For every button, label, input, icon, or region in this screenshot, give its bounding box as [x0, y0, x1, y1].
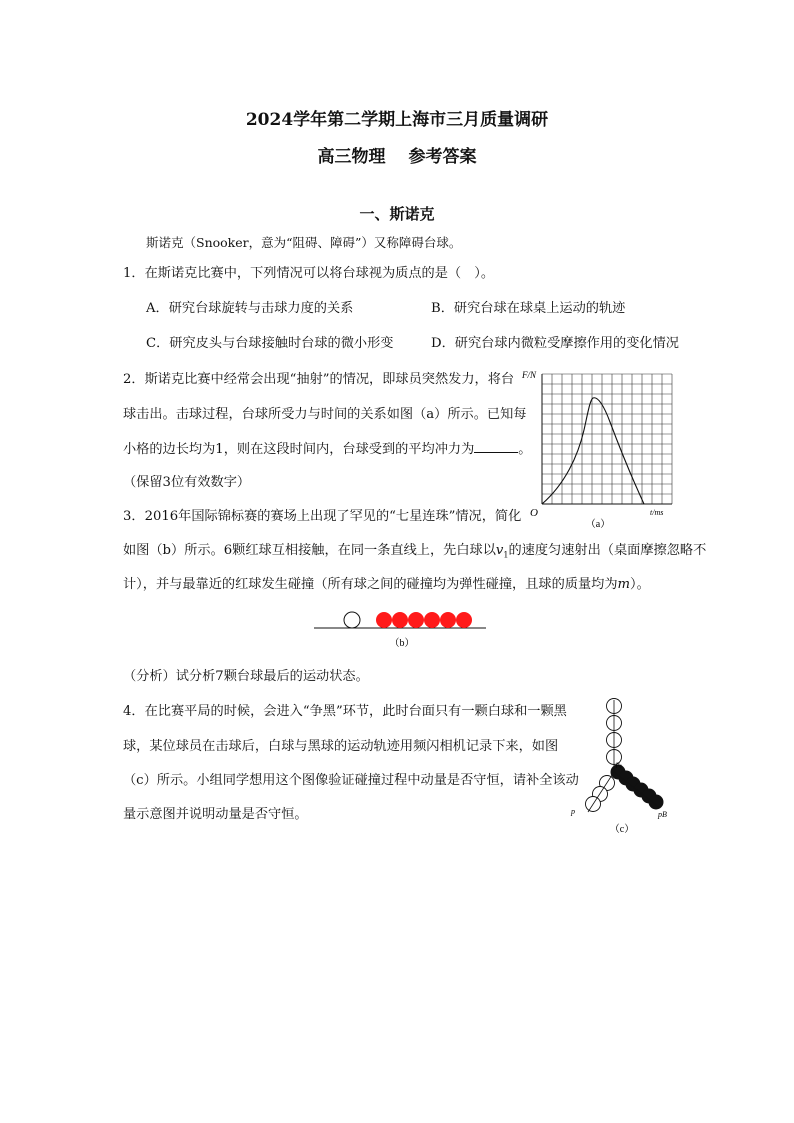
q3-line3-end: ）。: [630, 577, 650, 592]
intro-text: 斯诺克（Snooker，意为“阻碍、障碍”）又称障碍台球。: [146, 235, 462, 250]
page-subtitle: 高三物理 参考答案: [317, 147, 477, 167]
q4-line3: （c）所示。小组同学想用这个图像验证碰撞过程中动量是否守恒，请补全该动: [123, 773, 579, 788]
y-axis-label: F/N: [522, 370, 537, 380]
figure-c-strobe-trajectories: [560, 690, 680, 840]
figure-c-caption: （c）: [609, 824, 635, 835]
page-title: 2024学年第二学期上海市三月质量调研: [245, 110, 549, 130]
velocity-subscript: 1: [503, 550, 509, 560]
q3-line2-end: 的速度匀速射出（桌面摩擦忽略不: [508, 543, 707, 558]
figure-a-caption: （a）: [585, 519, 611, 530]
label-pb: pB: [658, 810, 667, 819]
red-ball: [408, 612, 424, 628]
q2-line1: 2．斯诺克比赛中经常会出现“抽射”的情况，即球员突然发力，将台: [123, 372, 515, 387]
q1-stem: 1．在斯诺克比赛中，下列情况可以将台球视为质点的是（ ）。: [123, 266, 495, 281]
q1-option-c: C．研究皮头与台球接触时台球的微小形变: [146, 336, 394, 351]
red-balls: [376, 612, 472, 628]
red-ball: [392, 612, 408, 628]
red-ball: [424, 612, 440, 628]
figure-b-caption: （b）: [389, 638, 415, 649]
grid: [542, 374, 672, 504]
velocity-symbol: v: [495, 543, 504, 558]
q2-line3-end: 。: [518, 442, 532, 457]
figure-a-force-time-graph: [520, 366, 676, 532]
white-ball: [344, 612, 360, 628]
q3-line1: 3．2016年国际锦标赛的赛场上出现了罕见的“七星连珠”情况，简化: [123, 509, 522, 524]
q1-option-b: B．研究台球在球桌上运动的轨迹: [431, 301, 626, 316]
q4-line2: 球，某位球员在击球后，白球与黑球的运动轨迹用频闪相机记录下来，如图: [123, 739, 559, 754]
q1-option-a: A．研究台球旋转与击球力度的关系: [146, 301, 354, 316]
q2-line4: （保留3位有效数字）: [123, 475, 251, 490]
figure-b-seven-balls: [310, 606, 490, 652]
q2-line3: [123, 440, 531, 459]
label-p: p: [571, 807, 575, 816]
q2-line2: 球击出。击球过程，台球所受力与时间的关系如图（a）所示。已知每: [123, 407, 527, 422]
red-ball: [440, 612, 456, 628]
q3-line3: [123, 576, 650, 594]
q4-line1: 4．在比赛平局的时候，会进入“争黑”环节，此时台面只有一颗白球和一颗黑: [123, 704, 567, 719]
x-axis-label: t/ms: [650, 508, 664, 517]
origin-label: O: [530, 507, 538, 519]
analysis-prompt: （分析）试分析7颗台球最后的运动状态。: [123, 669, 369, 684]
q2-line3-text: 小格的边长均为1，则在这段时间内，台球受到的平均冲力为: [123, 442, 475, 457]
label-p0: p₀: [616, 760, 622, 768]
section-heading: 一、斯诺克: [359, 205, 435, 223]
black-ball-track: [611, 765, 664, 810]
q1-option-d: D．研究台球内微粒受摩擦作用的变化情况: [431, 336, 679, 351]
red-ball: [376, 612, 392, 628]
q3-line3-text: 计），并与最靠近的红球发生碰撞（所有球之间的碰撞均为弹性碰撞，且球的质量均为: [123, 577, 618, 592]
black-ball: [649, 795, 664, 810]
mass-symbol: m: [617, 577, 631, 592]
answer-blank: [474, 440, 518, 453]
force-curve: [542, 398, 644, 504]
q4-line4: 量示意图并说明动量是否守恒。: [123, 807, 308, 822]
q3-line2: [123, 542, 706, 565]
q3-line2-text: 如图（b）所示。6颗红球互相接触，在同一条直线上，先白球以: [123, 543, 496, 558]
white-ball-track: [586, 699, 622, 812]
red-ball: [456, 612, 472, 628]
